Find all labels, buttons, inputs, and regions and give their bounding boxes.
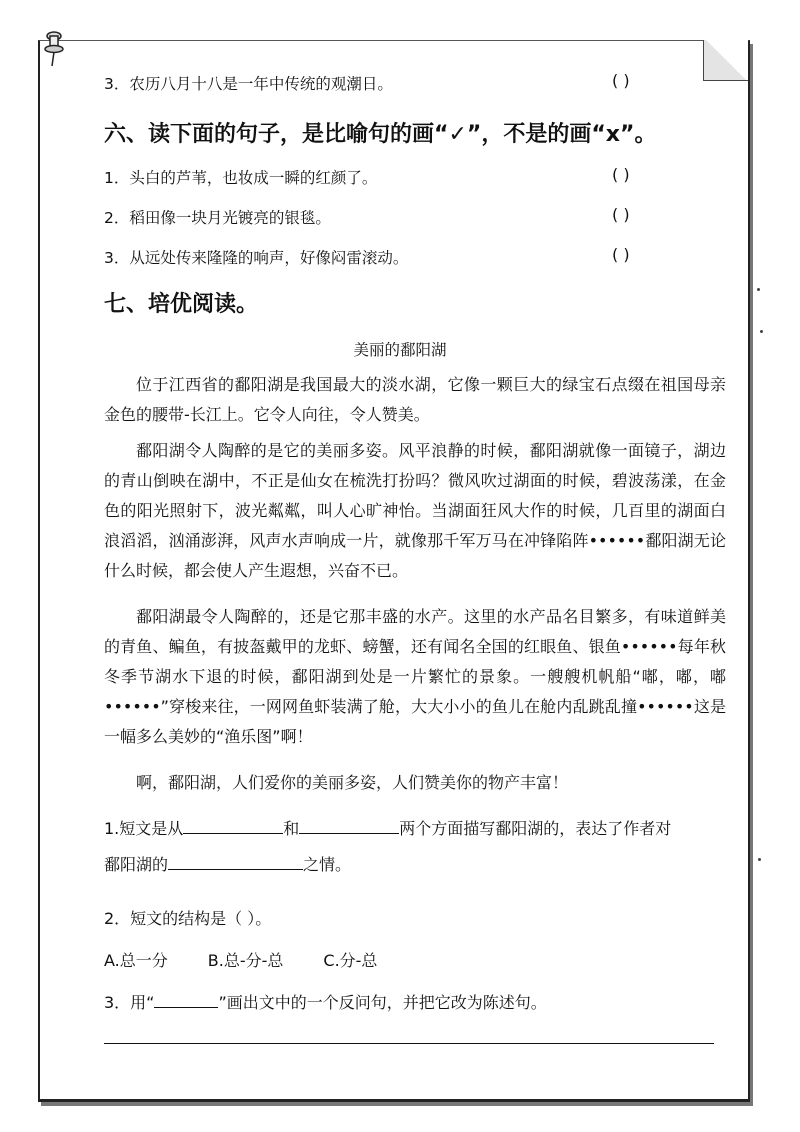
page-curl — [703, 40, 748, 81]
answer-paren[interactable]: ( ) — [612, 245, 630, 264]
pushpin-icon — [40, 30, 70, 70]
blank-aspect-1[interactable] — [183, 819, 283, 834]
passage-title: 美丽的鄱阳湖 — [353, 341, 447, 359]
scan-speck — [758, 858, 761, 861]
scan-speck — [757, 288, 760, 291]
section-7-heading: 七、培优阅读。 — [104, 292, 259, 317]
option-a[interactable]: A.总一分 — [104, 951, 168, 970]
answer-paren[interactable]: ( ) — [612, 165, 630, 184]
passage-paragraph-3: 鄱阳湖最令人陶醉的，还是它那丰盛的水产。这里的水产品名目繁多，有味道鲜美的青鱼、鳊鱼，有披盔戴甲的龙虾、螃蟹，还有闻名全国的红眼鱼、银鱼••••••每年秋冬季节湖水下退的时候，鄱阳湖到处是一片繁忙的景象。一艘艘机帆船“嘟，嘟，嘟••••••”穿梭来往，一网网鱼虾装满了舱，大大小小的鱼儿在舱内乱跳乱撞••••••这是一幅多么美妙的“渔乐图”啊！ — [104, 607, 726, 746]
answer-line[interactable] — [104, 1043, 714, 1044]
s6-item-2: 2．稻田像一块月光镀亮的银毯。 — [104, 209, 331, 227]
passage-paragraph-1: 位于江西省的鄱阳湖是我国最大的淡水湖，它像一颗巨大的绿宝石点缀在祖国母亲金色的腰带-长江上。它令人向往，令人赞美。 — [104, 375, 726, 424]
question-1-line-2: 鄱阳湖的 之情。 — [104, 855, 352, 874]
passage-paragraph-4: 啊，鄱阳湖，人们爱你的美丽多姿，人们赞美你的物产丰富！ — [136, 773, 569, 792]
blank-underline-sample — [154, 993, 218, 1008]
s6-item-1: 1．头白的芦苇，也妆成一瞬的红颜了。 — [104, 169, 378, 187]
answer-paren[interactable]: ( ) — [612, 205, 630, 224]
item-3-guanchao: 3．农历八月十八是一年中传统的观潮日。 — [104, 75, 393, 93]
blank-aspect-2[interactable] — [299, 819, 399, 834]
answer-paren[interactable]: ( ) — [612, 71, 630, 90]
option-c[interactable]: C.分-总 — [323, 951, 378, 970]
s6-item-3: 3．从远处传来隆隆的响声，好像闷雷滚动。 — [104, 249, 409, 267]
section-6-heading: 六、读下面的句子，是比喻句的画“✓”，不是的画“x”。 — [104, 122, 657, 147]
question-1-line-1: 1.短文是从 和 两个方面描写鄱阳湖的，表达了作者对 — [104, 819, 672, 838]
blank-feeling[interactable] — [168, 855, 303, 870]
question-2: 2．短文的结构是（ ）。 — [104, 909, 272, 928]
option-b[interactable]: B.总-分-总 — [207, 951, 284, 970]
question-3: 3．用“ ”画出文中的一个反问句，并把它改为陈述句。 — [104, 993, 547, 1012]
scan-speck — [760, 330, 763, 333]
passage-paragraph-2: 鄱阳湖令人陶醉的是它的美丽多姿。风平浪静的时候，鄱阳湖就像一面镜子，湖边的青山倒映在湖中，不正是仙女在梳洗打扮吗？微风吹过湖面的时候，碧波荡漾，在金色的阳光照射下，波光粼粼，叫人心旷神怡。当湖面狂风大作的时候，几百里的湖面白浪滔滔，汹涌澎湃，风声水声响成一片，就像那千军万马在冲锋陷阵••••••鄱阳湖无论什么时候，都会使人产生遐想，兴奋不已。 — [104, 441, 726, 580]
question-2-options — [104, 948, 417, 971]
